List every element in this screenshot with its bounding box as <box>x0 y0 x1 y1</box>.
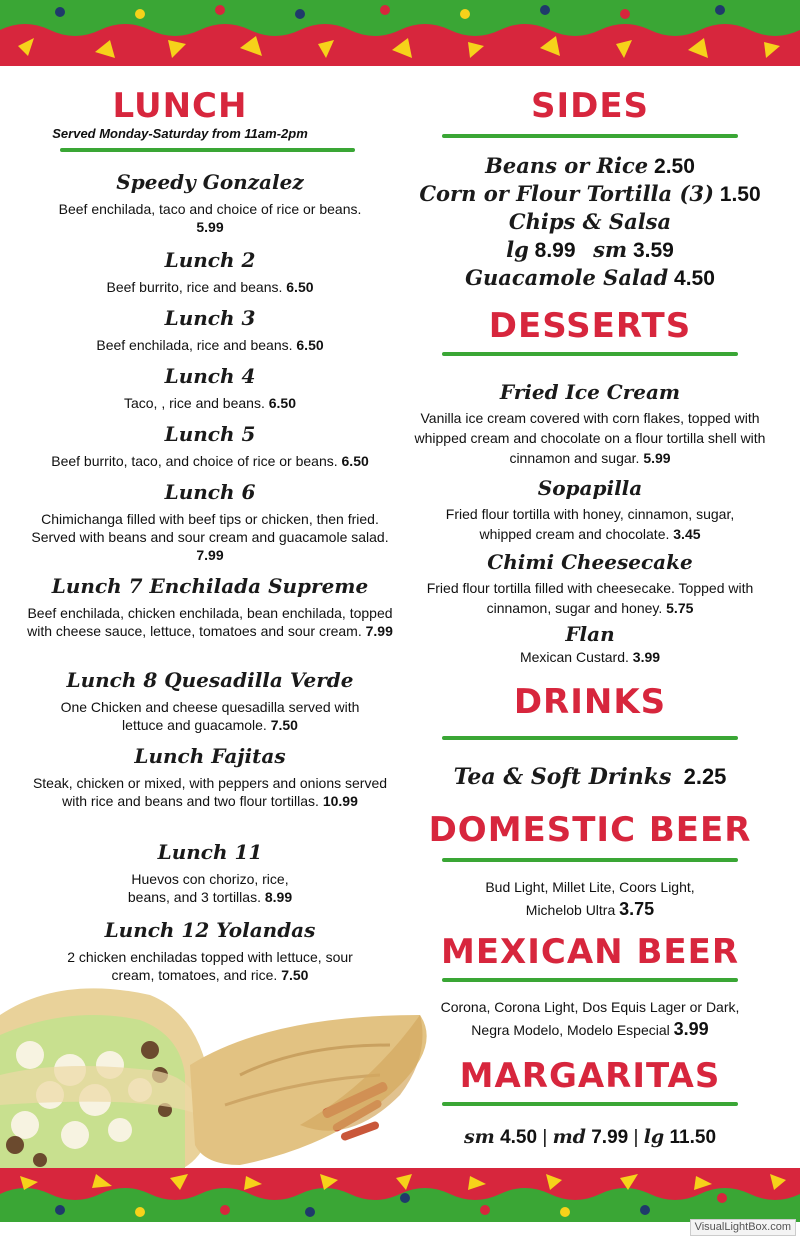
item-price: 6.50 <box>341 453 369 469</box>
side-item <box>410 208 770 236</box>
border-pattern <box>0 0 800 66</box>
side-name: Beans or Rice <box>485 153 649 178</box>
item-desc <box>20 698 400 734</box>
domestic-beer-line: Bud Light, Millet Lite, Coors Light, <box>485 879 695 895</box>
side-price: 1.50 <box>719 183 761 206</box>
item-name: Lunch 2 <box>164 248 256 272</box>
side-name: Chips & Salsa <box>508 209 672 234</box>
item-price: 6.50 <box>296 337 324 353</box>
item-desc-text: Beef enchilada, chicken enchilada, bean enchilada, topped with cheese sauce, lettuce, tomatoes and sour cream. <box>27 605 393 639</box>
item-name: Lunch 4 <box>164 364 256 388</box>
tacos-illustration <box>0 975 440 1170</box>
drinks-name: Tea & Soft Drinks <box>453 764 672 790</box>
item-desc-text: Beef burrito, rice and beans. <box>106 279 283 295</box>
dessert-name: Chimi Cheesecake <box>487 550 693 574</box>
item-desc-text: Beef enchilada, rice and beans. <box>96 337 293 353</box>
watermark-link[interactable]: VisualLightBox.com <box>690 1219 796 1236</box>
item-desc <box>20 278 400 296</box>
item-name: Lunch 5 <box>164 422 256 446</box>
margaritas-prices <box>410 1126 770 1149</box>
lunch-item <box>20 422 400 470</box>
sides-title: SIDES <box>530 86 650 126</box>
lunch-subtitle: Served Monday-Saturday from 11am-2pm <box>52 126 308 141</box>
item-price: 7.99 <box>365 623 393 639</box>
item-desc-text: Huevos con chorizo, rice, beans, and 3 tortillas. <box>127 871 289 905</box>
item-price: 6.50 <box>268 395 296 411</box>
side-item <box>410 236 770 264</box>
lunch-title: LUNCH <box>112 86 248 126</box>
desserts-rule <box>442 352 738 356</box>
dessert-desc-text: Fried flour tortilla with honey, cinnamon, sugar, whipped cream and chocolate. <box>445 506 735 542</box>
lunch-item <box>20 840 400 906</box>
item-desc-text: Taco, , rice and beans. <box>123 395 265 411</box>
item-price: 5.99 <box>196 219 224 235</box>
side-price: 4.50 <box>674 267 715 290</box>
top-decorative-border <box>0 0 800 66</box>
item-desc <box>20 336 400 354</box>
dessert-item <box>410 622 770 666</box>
dessert-name: Fried Ice Cream <box>499 380 681 404</box>
side-name: Guacamole Salad <box>465 265 669 290</box>
lunch-item <box>20 744 400 810</box>
side-price: 3.59 <box>632 239 674 262</box>
lunch-rule <box>60 148 355 152</box>
lunch-item <box>20 306 400 354</box>
dessert-price: 5.75 <box>666 600 694 616</box>
item-price: 10.99 <box>322 793 358 809</box>
side-price: 2.50 <box>654 155 695 178</box>
lunch-item <box>20 170 400 236</box>
price-separator: | <box>633 1127 639 1148</box>
item-desc-text: One Chicken and cheese quesadilla served with lettuce and guacamole. <box>60 699 360 733</box>
dessert-price: 3.45 <box>673 526 701 542</box>
item-desc <box>20 200 400 236</box>
item-price: 6.50 <box>286 279 314 295</box>
dessert-item <box>410 550 770 618</box>
item-name: Lunch 7 Enchilada Supreme <box>51 574 369 598</box>
dessert-desc-text: Vanilla ice cream covered with corn flakes, topped with whipped cream and chocolate on a flour tortilla shell with cinnamon and sugar. <box>414 410 766 466</box>
item-desc <box>20 452 400 470</box>
drinks-rule <box>442 736 738 740</box>
domestic-beer-title: DOMESTIC BEER <box>428 810 752 850</box>
item-name: Lunch 3 <box>164 306 256 330</box>
item-desc-text: Beef burrito, taco, and choice of rice or beans. <box>51 453 338 469</box>
dessert-item <box>410 476 770 544</box>
mexican-beer-price: 3.99 <box>673 1019 709 1039</box>
margaritas-rule <box>442 1102 738 1106</box>
dessert-item <box>410 380 770 468</box>
drinks-title: DRINKS <box>513 682 667 722</box>
dessert-price: 5.99 <box>643 450 671 466</box>
lunch-item <box>20 480 400 564</box>
drinks-item <box>410 764 770 790</box>
lunch-item <box>20 248 400 296</box>
item-name: Lunch 8 Quesadilla Verde <box>66 668 354 692</box>
item-price: 7.50 <box>281 967 309 983</box>
margarita-price: 11.50 <box>669 1127 717 1148</box>
side-name: Corn or Flour Tortilla (3) <box>419 181 714 206</box>
item-name: Lunch 6 <box>164 480 256 504</box>
margarita-price: 7.99 <box>591 1127 629 1148</box>
dessert-price: 3.99 <box>632 649 661 665</box>
domestic-beer-desc <box>410 876 770 921</box>
margaritas-title: MARGARITAS <box>459 1056 721 1096</box>
mexican-beer-line: Corona, Corona Light, Dos Equis Lager or Dark, <box>440 999 740 1015</box>
item-desc <box>20 510 400 564</box>
margarita-price: 4.50 <box>500 1127 538 1148</box>
domestic-beer-price: 3.75 <box>619 899 655 919</box>
item-desc <box>20 870 400 906</box>
lunch-item <box>20 364 400 412</box>
sides-list <box>410 152 770 292</box>
item-desc-text: 2 chicken enchiladas topped with lettuce, sour cream, tomatoes, and rice. <box>67 949 353 983</box>
mexican-beer-text: Negra Modelo, Modelo Especial <box>471 1022 670 1038</box>
sides-rule <box>442 134 738 138</box>
item-desc-text: Chimichanga filled with beef tips or chicken, then fried. Served with beans and sour cream and guacamole salad. <box>31 511 389 545</box>
side-item <box>410 152 770 180</box>
item-desc-text: Beef enchilada, taco and choice of rice or beans. <box>58 201 362 217</box>
dessert-desc <box>410 578 770 618</box>
margarita-size-label: sm <box>463 1126 495 1148</box>
item-desc <box>20 774 400 810</box>
margarita-size-label: md <box>552 1126 586 1148</box>
tacos-photo <box>0 975 440 1170</box>
domestic-beer-text: Michelob Ultra <box>525 902 616 918</box>
dessert-desc <box>410 408 770 468</box>
item-name: Lunch 11 <box>157 840 263 864</box>
lunch-item <box>20 668 400 734</box>
dessert-desc-text: Fried flour tortilla filled with cheesecake. Topped with cinnamon, sugar and honey. <box>426 580 754 616</box>
mexican-beer-desc <box>410 996 770 1041</box>
bottom-decorative-border <box>0 1168 800 1222</box>
border-pattern <box>0 1168 800 1222</box>
item-desc-text: Steak, chicken or mixed, with peppers and onions served with rice and beans and two flour tortillas. <box>32 775 388 809</box>
mexican-beer-rule <box>442 978 738 982</box>
dessert-desc <box>410 504 770 544</box>
item-price: 7.99 <box>196 547 224 563</box>
dessert-name: Flan <box>565 622 615 646</box>
price-separator: | <box>542 1127 548 1148</box>
side-size-label: sm <box>593 237 628 262</box>
dessert-name: Sopapilla <box>537 476 643 500</box>
item-name: Lunch Fajitas <box>134 744 286 768</box>
desserts-title: DESSERTS <box>488 306 692 346</box>
mexican-beer-title: MEXICAN BEER <box>440 932 740 972</box>
side-price: 8.99 <box>534 239 576 262</box>
dessert-desc <box>410 648 770 666</box>
domestic-beer-line2 <box>410 898 770 921</box>
item-name: Lunch 12 Yolandas <box>104 918 316 942</box>
drinks-price: 2.25 <box>683 764 727 789</box>
lunch-item <box>20 574 400 640</box>
item-desc <box>20 604 400 640</box>
item-price: 8.99 <box>264 889 293 905</box>
mexican-beer-line2 <box>410 1018 770 1041</box>
item-name: Speedy Gonzalez <box>116 170 304 194</box>
margarita-size-label: lg <box>643 1126 665 1148</box>
item-desc <box>20 394 400 412</box>
side-item <box>410 264 770 292</box>
side-item <box>410 180 770 208</box>
dessert-desc-text: Mexican Custard. <box>519 649 629 665</box>
item-price: 7.50 <box>270 717 298 733</box>
side-size-label: lg <box>506 237 529 262</box>
domestic-beer-rule <box>442 858 738 862</box>
